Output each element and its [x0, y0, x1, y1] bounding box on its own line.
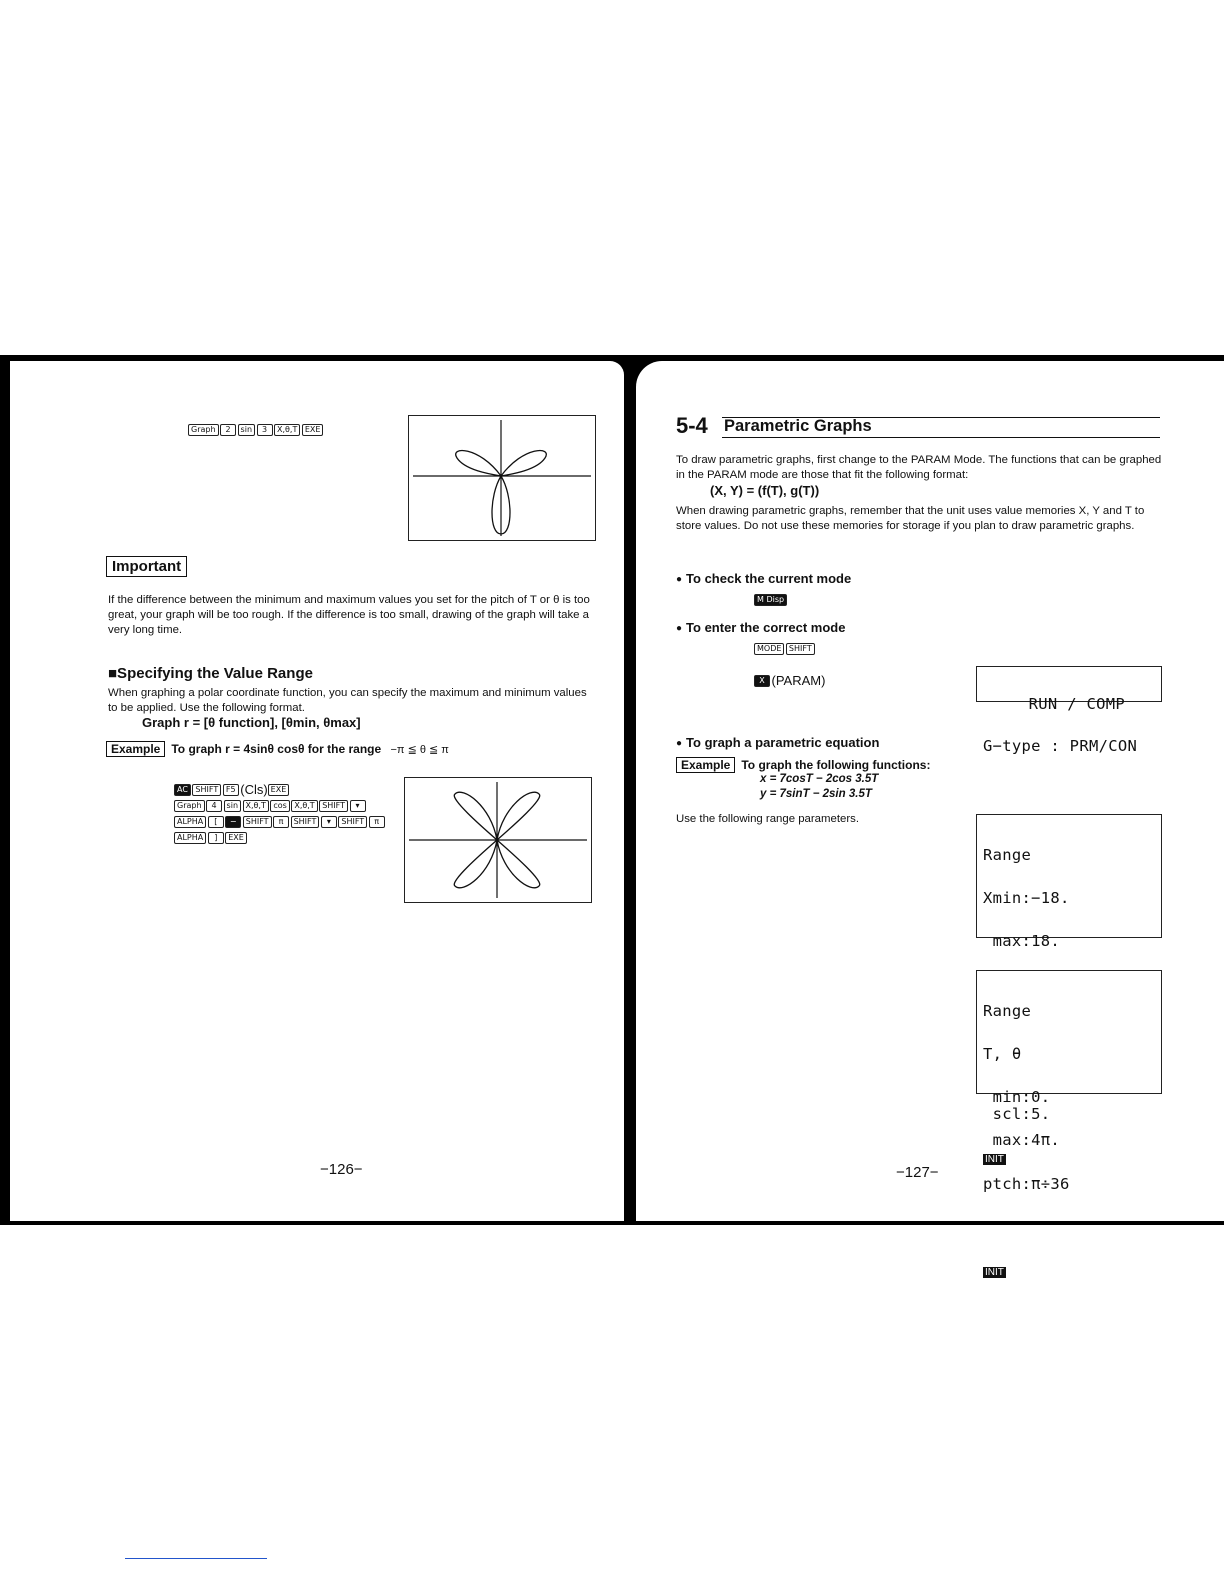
- param-text: (PARAM): [771, 673, 826, 689]
- example-text: To graph the following functions:: [741, 758, 931, 772]
- key-exe: EXE: [302, 424, 324, 436]
- key-4: 4: [206, 800, 222, 812]
- key-minus: −: [225, 816, 241, 828]
- equation-x: x = 7cosT − 2cos 3.5T: [760, 773, 879, 785]
- key-close-bracket: ]: [208, 832, 224, 844]
- page-number-left: −126−: [320, 1161, 363, 1178]
- range1-line-7: scl:5.: [983, 1105, 1051, 1124]
- format-equation: (X, Y) = (f(T), g(T)): [710, 483, 820, 498]
- key-pi: π: [273, 816, 289, 828]
- four-petal-plot: [405, 778, 591, 902]
- section-title: Parametric Graphs: [724, 417, 872, 435]
- mode-screen-line-2: G−type : PRM/CON: [983, 737, 1138, 755]
- important-box: [106, 556, 187, 577]
- range-text: Use the following range parameters.: [676, 813, 859, 825]
- mode-screen: [976, 666, 1162, 755]
- key-cos: cos: [270, 800, 289, 812]
- key-shift: SHIFT: [319, 800, 348, 812]
- key-comma: ▾: [350, 800, 366, 812]
- format-line: Graph r = [θ function], [θmin, θmax]: [142, 715, 361, 730]
- key-shift: SHIFT: [192, 784, 221, 796]
- example-label: Example: [676, 757, 735, 773]
- example-text: To graph r = 4sinθ cosθ for the range: [171, 742, 382, 756]
- page-number-right: −127−: [896, 1164, 939, 1181]
- range2-line-4: max:4π.: [983, 1131, 1061, 1150]
- section-heading-value-range: ■Specifying the Value Range: [108, 665, 313, 682]
- param-key-line: [754, 672, 825, 688]
- section-number: 5-4: [676, 413, 708, 438]
- range2-line-3: min:0.: [983, 1088, 1051, 1107]
- key-exe: EXE: [225, 832, 247, 844]
- three-petal-graph: [408, 415, 596, 541]
- example-range: −π ≦ θ ≦ π: [390, 744, 449, 756]
- important-label: Important: [106, 556, 187, 577]
- key-sin: sin: [224, 800, 241, 812]
- example-label: Example: [106, 741, 165, 757]
- intro-text: To draw parametric graphs, first change to the PARAM Mode. The functions that can be graphed in the PARAM mode are those that fit the following format:: [676, 454, 1162, 481]
- key-shift: SHIFT: [243, 816, 272, 828]
- petal-upper-left: [454, 792, 497, 840]
- left-page: [10, 361, 624, 1221]
- example-row-right: [676, 757, 930, 773]
- keystroke-line-top: [188, 421, 325, 437]
- key-sin: sin: [238, 424, 255, 436]
- example-row-left: [106, 741, 449, 757]
- three-petal-plot: [409, 416, 595, 540]
- range1-line-1: Range: [983, 845, 1032, 864]
- cls-text: (Cls): [240, 782, 268, 798]
- right-page: [636, 361, 1224, 1279]
- four-petal-graph: [404, 777, 592, 903]
- init-key: INIT: [985, 1267, 1004, 1279]
- init-key: INIT: [985, 1154, 1004, 1166]
- petal-right: [501, 451, 546, 476]
- key-f5: F5: [223, 784, 239, 796]
- key-shift: SHIFT: [786, 643, 815, 655]
- key-alpha: ALPHA: [174, 832, 206, 844]
- petal-upper-right: [497, 792, 540, 840]
- key-pi: π: [369, 816, 385, 828]
- petal-left: [456, 451, 501, 476]
- mode-screen-line-1: RUN / COMP: [1028, 695, 1125, 713]
- keystroke-line-1: [174, 781, 386, 797]
- value-range-text: When graphing a polar coordinate function, you can specify the maximum and minimum values to be applied. Use the following format.: [108, 687, 587, 714]
- graph-param-heading: ● To graph a parametric equation: [676, 735, 879, 750]
- key-open-bracket: [: [208, 816, 224, 828]
- keystroke-block: [174, 781, 386, 845]
- keystroke-line-3: [174, 813, 386, 829]
- enter-mode-heading: ● To enter the correct mode: [676, 620, 845, 635]
- key-2: 2: [220, 424, 236, 436]
- check-mode-keys: [754, 591, 789, 607]
- equation-y: y = 7sinT − 2sin 3.5T: [760, 788, 872, 800]
- book-spread: [0, 355, 1224, 1279]
- range2-line-1: Range: [983, 1001, 1032, 1020]
- enter-mode-keys: [754, 640, 816, 656]
- key-xthetat: X,θ,T: [274, 424, 300, 436]
- check-mode-heading: ● To check the current mode: [676, 571, 851, 586]
- key-x: X: [754, 675, 770, 687]
- key-xthetat: X,θ,T: [291, 800, 317, 812]
- title-rule-bottom: [722, 437, 1160, 438]
- key-mode: MODE: [754, 643, 784, 655]
- key-m-disp: M Disp: [754, 594, 787, 606]
- petal-lower-right: [497, 840, 540, 888]
- key-alpha: ALPHA: [174, 816, 206, 828]
- key-exe: EXE: [268, 784, 290, 796]
- important-text: If the difference between the minimum and maximum values you set for the pitch of T or θ is too great, your graph will be too rough. If the difference is too small, drawing of the graph will take a very long time.: [108, 594, 590, 636]
- keystroke-line-2: [174, 797, 386, 813]
- range1-line-3: max:18.: [983, 932, 1061, 951]
- range2-line-2: T, θ: [983, 1045, 1022, 1064]
- keystroke-line-4: [174, 829, 386, 845]
- key-xthetat: X,θ,T: [243, 800, 269, 812]
- footer-rule: [125, 1558, 267, 1559]
- range1-line-2: Xmin:−18.: [983, 889, 1070, 908]
- key-shift: SHIFT: [338, 816, 367, 828]
- range2-line-5: ptch:π÷36: [983, 1174, 1070, 1193]
- key-3: 3: [257, 424, 273, 436]
- key-shift: SHIFT: [291, 816, 320, 828]
- key-graph: Graph: [188, 424, 219, 436]
- petal-lower-left: [454, 840, 497, 888]
- memory-text: When drawing parametric graphs, remember that the unit uses value memories X, Y and T to store values. Do not use these memories for storage if you plan to draw parametric graphs.: [676, 505, 1145, 532]
- key-graph: Graph: [174, 800, 205, 812]
- key-comma: ▾: [321, 816, 337, 828]
- key-ac: AC: [174, 784, 191, 796]
